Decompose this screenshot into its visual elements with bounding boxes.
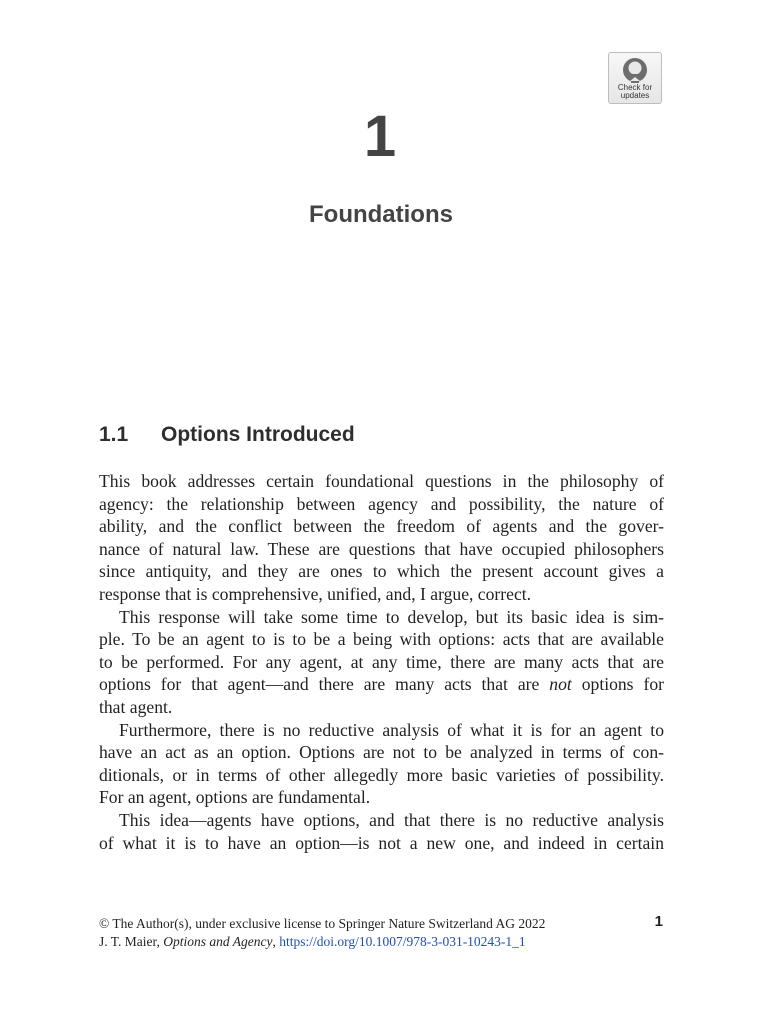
chapter-number: 1 — [363, 104, 397, 169]
body-line: ability, and the conflict between the freedom of agents and the gover- — [99, 516, 664, 537]
body-line: response that is comprehensive, unified, and, I argue, correct. — [99, 583, 532, 604]
body-line: For an agent, options are fundamental. — [99, 787, 371, 808]
badge-label — [609, 84, 661, 100]
body-line: have an act as an option. Options are not to be analyzed in terms of con- — [99, 742, 664, 763]
body-line: This idea—agents have options, and that there is no reductive analysis — [119, 809, 664, 830]
body-text-run: options for — [571, 674, 664, 695]
body-line: This response will take some time to develop, but its basic idea is sim- — [119, 606, 664, 627]
body-line: Furthermore, there is no reductive analysis of what it is for an agent to — [119, 719, 664, 740]
badge-line-2: updates — [620, 91, 650, 100]
body-line: since antiquity, and they are ones to which the present account gives a — [99, 561, 664, 582]
footer-citation — [99, 915, 665, 951]
body-line: that agent. — [99, 696, 173, 717]
body-line: of what it is to have an option—is not a new one, and indeed in certain — [99, 832, 664, 853]
badge-line-1: Check for — [617, 83, 653, 92]
section-title: Options Introduced — [161, 423, 355, 446]
doi-link[interactable]: https://doi.org/10.1007/978-3-031-10243-1_1 — [279, 934, 526, 949]
chapter-title: Foundations — [309, 201, 453, 228]
body-line: This book addresses certain foundational questions in the philosophy of — [99, 471, 664, 491]
body-line: ditionals, or in terms of other allegedly more basic varieties of possibility. — [99, 764, 664, 785]
page-number: 1 — [654, 913, 663, 930]
citation-separator: , — [272, 934, 280, 949]
section-heading — [99, 421, 355, 449]
emphasis-not: not — [549, 674, 572, 695]
author-name: J. T. Maier, — [99, 934, 164, 949]
check-for-updates-badge[interactable] — [608, 52, 662, 104]
body-line: to be performed. For any agent, at any time, there are many acts that are — [99, 651, 664, 672]
body-line: agency: the relationship between agency and possibility, the nature of — [99, 493, 664, 514]
body-line: nance of natural law. These are questions that have occupied philosophers — [99, 538, 664, 559]
copyright-line: © The Author(s), under exclusive license to Springer Nature Switzerland AG 2022 — [99, 916, 546, 931]
book-title: Options and Agency — [163, 934, 273, 949]
body-line-with-emphasis — [99, 673, 664, 696]
body-text-run: options for that agent—and there are many acts that are — [99, 674, 550, 695]
section-number: 1.1 — [99, 423, 129, 446]
body-line: ple. To be an agent to is to be a being with options: acts that are available — [99, 629, 664, 650]
body-text — [99, 470, 664, 854]
check-updates-icon — [620, 57, 650, 85]
citation-line — [99, 933, 665, 951]
